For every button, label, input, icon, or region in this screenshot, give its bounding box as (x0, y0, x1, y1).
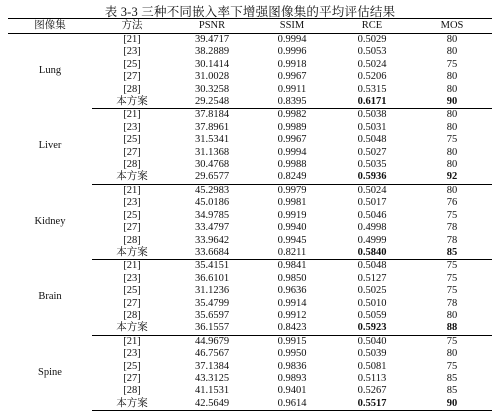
ssim-cell: 0.9996 (277, 46, 307, 58)
header-ssim: SSIM (252, 19, 332, 34)
rce-cell: 0.5840 (332, 247, 412, 260)
psnr-cell: 31.0028 (194, 71, 230, 83)
psnr-cell: 30.4768 (194, 159, 230, 171)
table-row (8, 34, 492, 47)
mos-cell: 85 (412, 247, 492, 260)
ssim-cell: 0.9994 (277, 146, 307, 158)
mos-cell: 85 (446, 385, 458, 397)
method-cell: 本方案 (92, 96, 172, 109)
psnr-cell: 41.1531 (194, 385, 230, 397)
mos-cell: 76 (446, 197, 458, 209)
method-cell: [21] (123, 109, 141, 121)
mos-cell: 92 (412, 171, 492, 184)
mos-cell: 80 (446, 146, 458, 158)
ssim-cell: 0.9979 (277, 184, 307, 196)
ssim-cell: 0.9911 (277, 83, 307, 95)
dataset-cell: Kidney (34, 215, 66, 227)
method-cell: [23] (123, 121, 141, 133)
ssim-cell: 0.9915 (277, 335, 307, 347)
psnr-cell: 43.3125 (194, 372, 230, 384)
mos-cell: 75 (446, 335, 458, 347)
method-cell: [21] (123, 260, 141, 272)
table-row (8, 184, 492, 197)
psnr-cell: 44.9679 (194, 335, 230, 347)
mos-cell: 80 (446, 159, 458, 171)
mos-cell: 75 (446, 272, 458, 284)
ssim-cell: 0.9893 (277, 372, 307, 384)
method-cell: [21] (123, 184, 141, 196)
psnr-cell: 46.7567 (194, 348, 230, 360)
method-cell: [25] (123, 134, 141, 146)
header-psnr: PSNR (172, 19, 252, 34)
psnr-cell: 35.4151 (194, 260, 230, 272)
ssim-cell: 0.8249 (252, 171, 332, 184)
ssim-cell: 0.9940 (277, 222, 307, 234)
method-cell: [21] (123, 34, 141, 45)
method-cell: [23] (123, 272, 141, 284)
mos-cell: 80 (446, 34, 458, 45)
method-cell: [27] (123, 372, 141, 384)
rce-cell: 0.5027 (357, 146, 387, 158)
method-cell: [25] (123, 360, 141, 372)
psnr-cell: 42.5649 (172, 398, 252, 411)
results-table (8, 18, 492, 411)
psnr-cell: 29.6577 (172, 171, 252, 184)
ssim-cell: 0.9967 (277, 71, 307, 83)
rce-cell: 0.5113 (357, 372, 387, 384)
mos-cell: 78 (446, 234, 458, 246)
psnr-cell: 37.8184 (194, 109, 230, 121)
ssim-cell: 0.9981 (277, 197, 307, 209)
table-row (8, 260, 492, 273)
psnr-cell: 39.4717 (194, 34, 230, 45)
rce-cell: 0.5048 (357, 260, 387, 272)
method-cell: 本方案 (92, 398, 172, 411)
rce-cell: 0.5315 (357, 83, 387, 95)
ssim-cell: 0.9918 (277, 58, 307, 70)
psnr-cell: 31.1368 (194, 146, 230, 158)
rce-cell: 0.5127 (357, 272, 387, 284)
rce-cell: 0.5025 (357, 285, 387, 297)
psnr-cell: 36.1557 (172, 322, 252, 335)
rce-cell: 0.5017 (357, 197, 387, 209)
ssim-cell: 0.9914 (277, 297, 307, 309)
ssim-cell: 0.9988 (277, 159, 307, 171)
psnr-cell: 33.6684 (172, 247, 252, 260)
rce-cell: 0.4998 (357, 222, 387, 234)
rce-cell: 0.5035 (357, 159, 387, 171)
ssim-cell: 0.9841 (277, 260, 307, 272)
method-cell: [27] (123, 71, 141, 83)
header-method: 方法 (92, 19, 172, 34)
rce-cell: 0.5081 (357, 360, 387, 372)
rce-cell: 0.5031 (357, 121, 387, 133)
method-cell: [25] (123, 58, 141, 70)
method-cell: [25] (123, 285, 141, 297)
method-cell: 本方案 (92, 322, 172, 335)
ssim-cell: 0.9614 (252, 398, 332, 411)
method-cell: [27] (123, 222, 141, 234)
rce-cell: 0.5024 (357, 184, 387, 196)
header-row (8, 19, 492, 34)
psnr-cell: 36.6101 (194, 272, 230, 284)
mos-cell: 78 (446, 297, 458, 309)
psnr-cell: 45.0186 (194, 197, 230, 209)
psnr-cell: 31.5341 (194, 134, 230, 146)
method-cell: [28] (123, 83, 141, 95)
method-cell: [23] (123, 348, 141, 360)
rce-cell: 0.5046 (357, 209, 387, 221)
psnr-cell: 31.1236 (194, 285, 230, 297)
psnr-cell: 35.6597 (194, 309, 230, 321)
mos-cell: 88 (412, 322, 492, 335)
mos-cell: 78 (446, 222, 458, 234)
rce-cell: 0.5053 (357, 46, 387, 58)
ssim-cell: 0.8211 (252, 247, 332, 260)
ssim-cell: 0.9836 (277, 360, 307, 372)
method-cell: 本方案 (92, 247, 172, 260)
dataset-cell: Spine (38, 366, 62, 378)
method-cell: [21] (123, 335, 141, 347)
mos-cell: 75 (446, 58, 458, 70)
mos-cell: 80 (446, 71, 458, 83)
mos-cell: 85 (446, 372, 458, 384)
ssim-cell: 0.8423 (252, 322, 332, 335)
method-cell: [28] (123, 159, 141, 171)
psnr-cell: 45.2983 (194, 184, 230, 196)
ssim-cell: 0.9989 (277, 121, 307, 133)
ssim-cell: 0.9950 (277, 348, 307, 360)
method-cell: [23] (123, 46, 141, 58)
mos-cell: 75 (446, 260, 458, 272)
rce-cell: 0.5029 (357, 34, 387, 45)
ssim-cell: 0.9912 (277, 309, 307, 321)
psnr-cell: 30.3258 (194, 83, 230, 95)
psnr-cell: 37.1384 (194, 360, 230, 372)
mos-cell: 75 (446, 134, 458, 146)
table-row (8, 335, 492, 348)
dataset-cell: Liver (38, 140, 62, 152)
ssim-cell: 0.9945 (277, 234, 307, 246)
method-cell: [27] (123, 297, 141, 309)
rce-cell: 0.5936 (332, 171, 412, 184)
rce-cell: 0.5059 (357, 309, 387, 321)
psnr-cell: 37.8961 (194, 121, 230, 133)
header-rce: RCE (332, 19, 412, 34)
method-cell: [28] (123, 234, 141, 246)
ssim-cell: 0.9850 (277, 272, 307, 284)
rce-cell: 0.5039 (357, 348, 387, 360)
rce-cell: 0.6171 (332, 96, 412, 109)
rce-cell: 0.5206 (357, 71, 387, 83)
method-cell: [28] (123, 385, 141, 397)
dataset-cell: Brain (38, 291, 62, 303)
mos-cell: 80 (446, 309, 458, 321)
rce-cell: 0.5038 (357, 109, 387, 121)
psnr-cell: 33.9642 (194, 234, 230, 246)
psnr-cell: 33.4797 (194, 222, 230, 234)
method-cell: 本方案 (92, 171, 172, 184)
mos-cell: 75 (446, 209, 458, 221)
mos-cell: 80 (446, 83, 458, 95)
header-mos: MOS (412, 19, 492, 34)
method-cell: [28] (123, 309, 141, 321)
rce-cell: 0.5048 (357, 134, 387, 146)
rce-cell: 0.5267 (357, 385, 387, 397)
mos-cell: 75 (446, 360, 458, 372)
ssim-cell: 0.9967 (277, 134, 307, 146)
mos-cell: 90 (412, 96, 492, 109)
rce-cell: 0.5517 (332, 398, 412, 411)
rce-cell: 0.5923 (332, 322, 412, 335)
rce-cell: 0.5010 (357, 297, 387, 309)
psnr-cell: 29.2548 (172, 96, 252, 109)
ssim-cell: 0.9982 (277, 109, 307, 121)
table-body (8, 34, 492, 411)
method-cell: [25] (123, 209, 141, 221)
psnr-cell: 35.4799 (194, 297, 230, 309)
table-row (8, 109, 492, 122)
mos-cell: 80 (446, 184, 458, 196)
psnr-cell: 34.9785 (194, 209, 230, 221)
method-cell: [23] (123, 197, 141, 209)
mos-cell: 80 (446, 348, 458, 360)
mos-cell: 80 (446, 46, 458, 58)
mos-cell: 75 (446, 285, 458, 297)
ssim-cell: 0.9919 (277, 209, 307, 221)
mos-cell: 80 (446, 121, 458, 133)
header-dataset: 图像集 (8, 19, 92, 34)
rce-cell: 0.5040 (357, 335, 387, 347)
rce-cell: 0.5024 (357, 58, 387, 70)
ssim-cell: 0.8395 (252, 96, 332, 109)
ssim-cell: 0.9636 (277, 285, 307, 297)
mos-cell: 90 (412, 398, 492, 411)
mos-cell: 80 (446, 109, 458, 121)
psnr-cell: 38.2889 (194, 46, 230, 58)
ssim-cell: 0.9401 (277, 385, 307, 397)
rce-cell: 0.4999 (357, 234, 387, 246)
psnr-cell: 30.1414 (194, 58, 230, 70)
table-caption: 表 3-3 三种不同嵌入率下增强图像集的平均评估结果 (104, 5, 396, 19)
ssim-cell: 0.9994 (277, 34, 307, 45)
method-cell: [27] (123, 146, 141, 158)
dataset-cell: Lung (38, 65, 62, 77)
